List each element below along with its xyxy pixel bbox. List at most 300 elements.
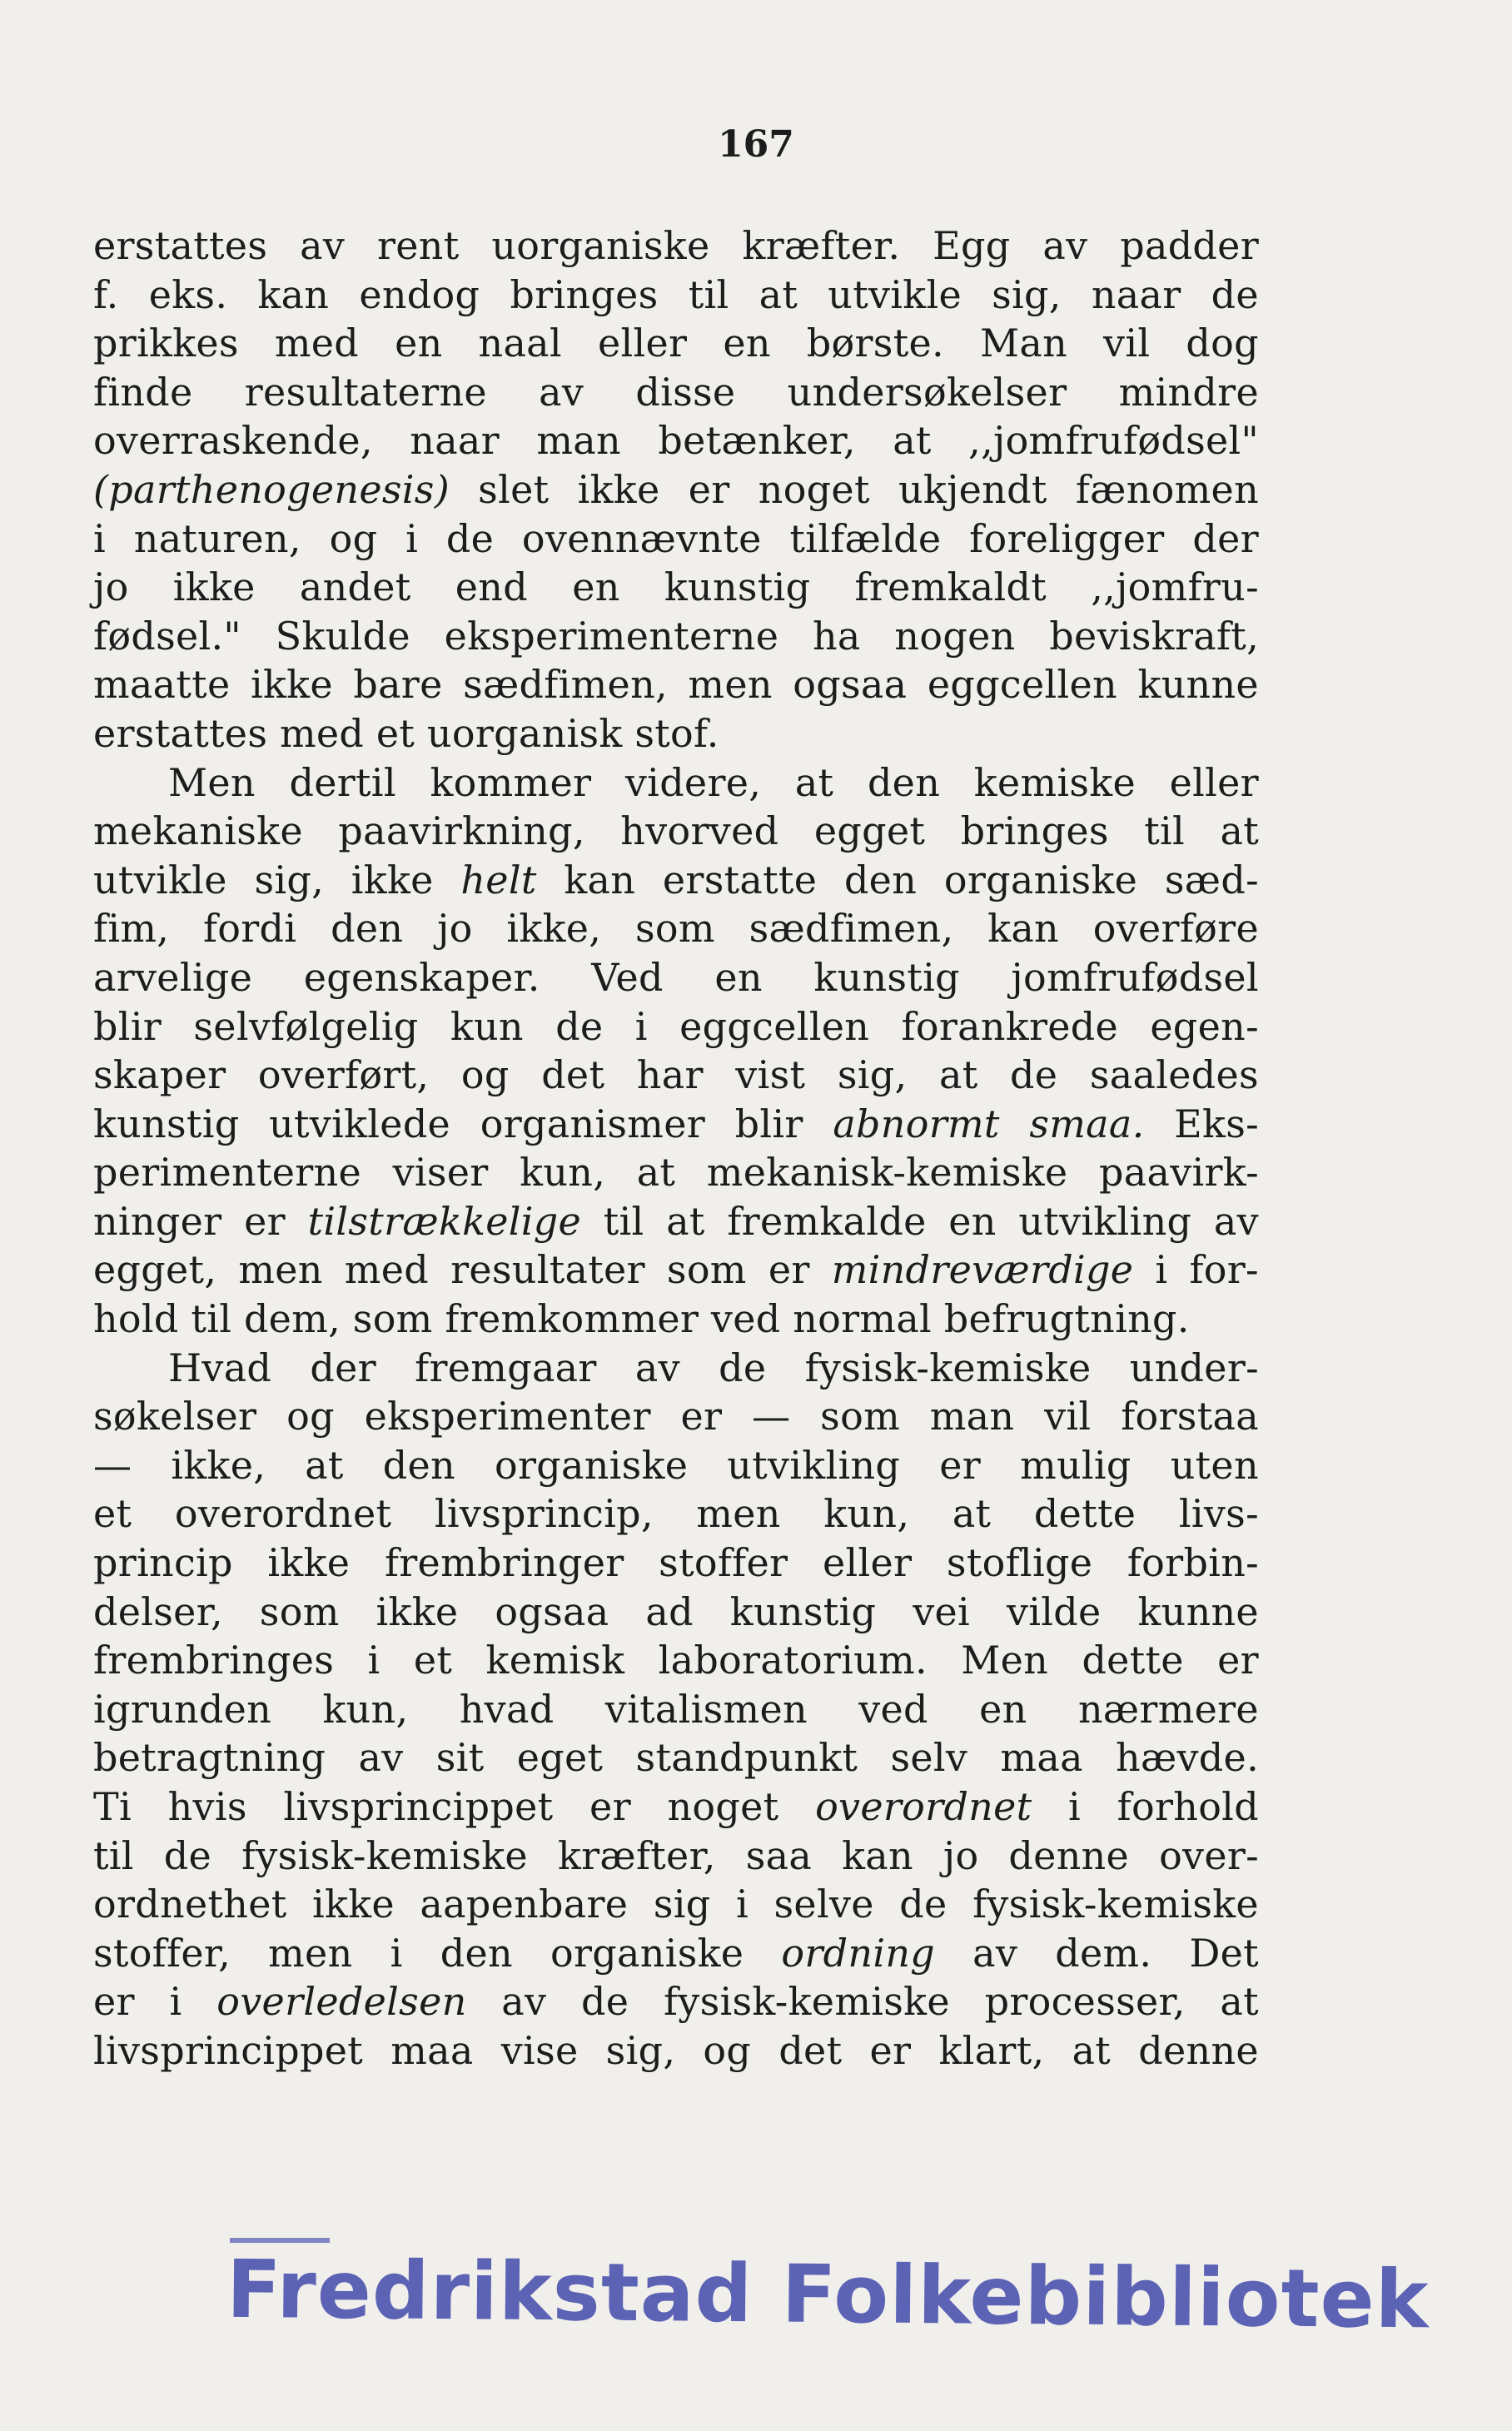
word: sæd-	[1164, 857, 1259, 902]
word: ad	[645, 1588, 694, 1634]
word: en	[395, 321, 443, 366]
word: helt	[460, 857, 537, 902]
word: det	[541, 1052, 605, 1098]
word: er	[589, 1784, 631, 1829]
word: paavirkning,	[338, 808, 585, 854]
word: dog	[1186, 321, 1259, 366]
word: kan	[987, 906, 1059, 952]
word: Skulde	[275, 613, 410, 659]
word: vil	[1044, 1394, 1092, 1439]
word: vitalismen	[604, 1686, 808, 1732]
word: utvikle	[93, 857, 227, 902]
word: fysisk-kemiske	[804, 1345, 1092, 1390]
word: Man	[979, 321, 1068, 366]
word: til	[93, 1832, 134, 1878]
word: fremkommer	[445, 1296, 699, 1342]
text-line	[93, 1685, 1259, 1734]
text-line	[93, 1489, 1259, 1539]
word: maa	[390, 2027, 474, 2073]
word: dem,	[243, 1296, 341, 1342]
word: maatte	[93, 662, 231, 708]
word: i	[390, 1930, 403, 1976]
word: overføre	[1092, 906, 1259, 952]
word: uorganiske	[491, 223, 710, 268]
text-line	[93, 1782, 1259, 1832]
word: eller	[1169, 759, 1259, 805]
word: som	[666, 1247, 747, 1293]
word: betragtning	[93, 1735, 326, 1781]
word: men	[268, 1930, 353, 1976]
word: klart,	[938, 2027, 1045, 2073]
word: for-	[1189, 1247, 1259, 1293]
word: ikke	[172, 564, 256, 610]
word: ikke	[267, 1540, 351, 1586]
word: fordi	[202, 906, 297, 952]
word: livsprincip,	[434, 1491, 654, 1537]
word: stoffer,	[93, 1930, 231, 1976]
word: Men	[961, 1638, 1049, 1683]
word: til	[191, 1296, 232, 1342]
word: ved	[858, 1686, 928, 1732]
word: frembringes	[93, 1638, 335, 1683]
word: stoffer	[659, 1540, 788, 1586]
word: beviskraft,	[1049, 613, 1259, 659]
word: av	[1213, 1198, 1259, 1244]
word: noget	[758, 466, 870, 512]
text-line	[93, 1977, 1259, 2026]
word: at	[893, 418, 932, 464]
word: fremkaldt	[854, 564, 1047, 610]
word: en	[572, 564, 620, 610]
word: standpunkt	[635, 1735, 858, 1781]
word: livsprincippet	[93, 2027, 364, 2073]
word: dem.	[1055, 1930, 1152, 1976]
word: normal	[793, 1296, 933, 1342]
word: og	[460, 1052, 510, 1098]
word: bringes	[510, 271, 659, 317]
body-text	[93, 221, 1259, 2076]
word: saaledes	[1089, 1052, 1259, 1098]
word: hævde.	[1116, 1735, 1259, 1781]
word: som	[259, 1588, 340, 1634]
text-line	[93, 1880, 1259, 1929]
word: forstaa	[1121, 1394, 1259, 1439]
word: men	[696, 1491, 781, 1537]
word: en	[948, 1198, 997, 1244]
word: ikke	[250, 662, 333, 708]
word: mekaniske	[93, 808, 303, 854]
word: eller	[597, 321, 688, 366]
word: hvad	[459, 1686, 555, 1732]
word: og	[703, 2027, 752, 2073]
word: de	[1010, 1052, 1058, 1098]
text-line	[93, 1245, 1259, 1295]
word: at	[938, 1052, 978, 1098]
word: eks.	[148, 271, 228, 317]
word: naal	[478, 321, 562, 366]
word: hvis	[167, 1784, 247, 1829]
word: ordnethet	[93, 1882, 287, 1927]
word: kan	[257, 271, 330, 317]
word: viser	[392, 1150, 489, 1196]
word: overført,	[257, 1052, 430, 1098]
word: jo	[437, 906, 473, 952]
word: sit	[435, 1735, 485, 1781]
word: er	[688, 466, 730, 512]
text-line	[93, 1100, 1259, 1149]
word: selve	[773, 1882, 874, 1927]
word: er	[869, 2027, 912, 2073]
word: er	[93, 1979, 135, 2025]
word: tilfælde	[789, 515, 942, 561]
word: andet	[299, 564, 411, 610]
word: vei	[913, 1588, 971, 1634]
word: de	[899, 1882, 947, 1927]
word: egenskaper.	[303, 954, 540, 1000]
word: videre,	[624, 759, 762, 805]
word: men	[688, 662, 773, 708]
word: fysisk-kemiske	[663, 1979, 950, 2025]
word: et	[413, 1638, 453, 1683]
word: prikkes	[93, 321, 239, 366]
word: at	[636, 1150, 676, 1196]
word: av	[358, 1735, 404, 1781]
word: de	[163, 1832, 212, 1878]
word: eggcellen	[927, 662, 1117, 708]
word: mindre	[1118, 369, 1259, 415]
text-line	[93, 1441, 1259, 1490]
word: overordnet	[174, 1491, 392, 1537]
word: sig,	[605, 2027, 676, 2073]
word: mekanisk-kemiske	[706, 1150, 1068, 1196]
word: erstattes	[93, 223, 268, 268]
word: slet	[478, 466, 550, 512]
word: paavirk-	[1099, 1150, 1259, 1196]
word: ved	[710, 1296, 781, 1342]
word: eller	[822, 1540, 913, 1586]
word: kunne	[1137, 1588, 1259, 1634]
word: de	[1211, 271, 1259, 317]
page-number: 167	[718, 123, 794, 166]
word: ikke	[577, 466, 660, 512]
word: kun,	[520, 1150, 606, 1196]
word: ha	[812, 613, 861, 659]
word: livs-	[1178, 1491, 1259, 1537]
word: egen-	[1150, 1003, 1259, 1049]
word: end	[455, 564, 528, 610]
word: ukjendt	[898, 466, 1047, 512]
word: en	[723, 321, 771, 366]
text-line	[93, 1832, 1259, 1881]
word: med	[344, 1247, 429, 1293]
word: kan	[564, 857, 636, 902]
word: man	[929, 1394, 1015, 1439]
word: at	[1072, 2027, 1112, 2073]
word: Men	[168, 759, 256, 805]
word: erstatte	[662, 857, 818, 902]
word: vilde	[1006, 1588, 1102, 1634]
word: kunstig	[664, 564, 811, 610]
word: den	[440, 1930, 513, 1976]
word: til	[688, 271, 729, 317]
word: sig,	[254, 857, 325, 902]
word: er	[244, 1198, 286, 1244]
word: abnormt	[833, 1101, 1000, 1146]
word: under-	[1129, 1345, 1259, 1390]
word: organiske	[494, 1442, 689, 1488]
word: padder	[1120, 223, 1259, 268]
word: mulig	[1020, 1442, 1132, 1488]
word: i	[1068, 1784, 1082, 1829]
word: naar	[410, 418, 500, 464]
word: den	[331, 906, 404, 952]
word: ikke	[376, 1588, 459, 1634]
word: sædfimen,	[463, 662, 668, 708]
word: i	[405, 515, 419, 561]
word: jomfrufødsel	[1011, 954, 1259, 1000]
word: uten	[1170, 1442, 1259, 1488]
word: at	[952, 1491, 992, 1537]
word: Ved	[591, 954, 664, 1000]
word: et	[376, 710, 415, 756]
word: kunstig	[813, 954, 960, 1000]
text-line	[93, 465, 1259, 515]
word: i	[93, 515, 107, 561]
word: at	[1220, 1979, 1259, 2025]
word: børste.	[806, 321, 944, 366]
word: befrugtning.	[943, 1296, 1190, 1342]
word: laboratorium.	[658, 1638, 928, 1683]
word: er	[1217, 1638, 1259, 1683]
word: i	[634, 1003, 648, 1049]
word: av	[634, 1345, 680, 1390]
word: arvelige	[93, 954, 253, 1000]
word: kunstig	[93, 1101, 240, 1146]
word: blir	[93, 1003, 162, 1049]
word: som	[352, 1296, 433, 1342]
word: av	[539, 369, 584, 415]
word: eget	[516, 1735, 604, 1781]
word: saa	[745, 1832, 813, 1878]
text-line	[93, 563, 1259, 612]
word: undersøkelser	[787, 369, 1067, 415]
word: processer,	[984, 1979, 1186, 2025]
word: forhold	[1117, 1784, 1259, 1829]
word: resultater	[450, 1247, 645, 1293]
word: sig,	[837, 1052, 908, 1098]
word: utvikle	[828, 271, 962, 317]
word: ,,jomfru-	[1091, 564, 1259, 610]
word: jo	[943, 1832, 979, 1878]
word: med	[274, 321, 360, 366]
word: nogen	[894, 613, 1016, 659]
word: og	[286, 1394, 335, 1439]
word: at	[666, 1198, 705, 1244]
word: frembringer	[384, 1540, 624, 1586]
text-line	[93, 1733, 1259, 1782]
word: smaa.	[1029, 1101, 1145, 1146]
text-line	[93, 856, 1259, 905]
word: kemisk	[485, 1638, 625, 1683]
word: fremkalde	[727, 1198, 927, 1244]
text-line	[93, 515, 1259, 564]
word: at	[758, 271, 798, 317]
word: en	[714, 954, 763, 1000]
word: stof.	[634, 710, 719, 756]
word: jo	[93, 564, 129, 610]
word: (parthenogenesis)	[93, 466, 450, 512]
word: dette	[1033, 1491, 1136, 1537]
text-line	[93, 368, 1259, 417]
word: ikke,	[171, 1442, 266, 1488]
word: kræfter.	[742, 223, 901, 268]
word: dertil	[289, 759, 396, 805]
word: til	[1144, 808, 1186, 854]
word: vise	[500, 2027, 579, 2073]
word: i	[1155, 1247, 1168, 1293]
word: bare	[353, 662, 443, 708]
word: Hvad	[168, 1345, 272, 1390]
word: mindreværdige	[831, 1247, 1134, 1293]
word: overraskende,	[93, 418, 373, 464]
word: den	[843, 857, 918, 902]
word: erstattes	[93, 710, 268, 756]
word: i	[169, 1979, 182, 2025]
word: overordnet	[815, 1784, 1032, 1829]
word: at	[794, 759, 834, 805]
text-line	[93, 271, 1259, 320]
word: foreligger	[969, 515, 1165, 561]
word: sædfimen,	[749, 906, 954, 952]
word: den	[867, 759, 941, 805]
word: fødsel."	[93, 613, 241, 659]
word: resultaterne	[244, 369, 487, 415]
word: egget	[813, 808, 926, 854]
word: stoflige	[946, 1540, 1093, 1586]
text-line	[93, 1392, 1259, 1441]
word: naar	[1091, 271, 1181, 317]
word: det	[778, 2027, 843, 2073]
word: utviklede	[269, 1101, 451, 1146]
word: endog	[359, 271, 480, 317]
word: fremgaar	[415, 1345, 597, 1390]
text-line	[93, 807, 1259, 856]
word: egget,	[93, 1247, 217, 1293]
text-line	[93, 2026, 1259, 2076]
text-line	[93, 1539, 1259, 1588]
word: av	[501, 1979, 547, 2025]
word: der	[1192, 515, 1259, 561]
word: f.	[93, 271, 119, 317]
word: ninger	[93, 1198, 222, 1244]
word: et	[93, 1491, 132, 1537]
word: kunne	[1137, 662, 1259, 708]
word: men	[238, 1247, 323, 1293]
word: utvikling	[727, 1442, 901, 1488]
word: eggcellen	[679, 1003, 870, 1049]
text-line	[93, 1636, 1259, 1685]
text-line	[93, 612, 1259, 661]
word: Egg	[933, 223, 1011, 268]
text-line	[93, 1588, 1259, 1637]
word: fim,	[93, 906, 170, 952]
text-line	[93, 1295, 1259, 1344]
word: overledelsen	[216, 1979, 467, 2025]
word: kun	[450, 1003, 524, 1049]
word: vil	[1103, 321, 1151, 366]
word: rent	[376, 223, 460, 268]
word: dette	[1082, 1638, 1184, 1683]
word: i	[367, 1638, 380, 1683]
word: kun,	[322, 1686, 409, 1732]
word: ,,jomfrufødsel"	[968, 418, 1259, 464]
word: bringes	[960, 808, 1109, 854]
word: at	[305, 1442, 344, 1488]
word: de	[580, 1979, 629, 2025]
text-line	[93, 1051, 1259, 1100]
word: til	[603, 1198, 644, 1244]
text-line	[93, 953, 1259, 1002]
word: perimenterne	[93, 1150, 361, 1196]
word: der	[310, 1345, 376, 1390]
word: tilstrækkelige	[307, 1198, 582, 1244]
library-stamp: Fredrikstad Folkebibliotek	[226, 2242, 1430, 2347]
word: Eks-	[1174, 1101, 1259, 1146]
text-line	[93, 416, 1259, 465]
word: organiske	[943, 857, 1138, 902]
word: —	[752, 1394, 791, 1439]
word: ikke,	[506, 906, 602, 952]
word: kemiske	[973, 759, 1136, 805]
word: forankrede	[901, 1003, 1119, 1049]
word: av	[972, 1930, 1018, 1976]
word: selv	[890, 1735, 968, 1781]
word: delser,	[93, 1588, 223, 1634]
word: —	[93, 1442, 132, 1488]
word: de	[555, 1003, 604, 1049]
word: noget	[667, 1784, 779, 1829]
word: de	[719, 1345, 767, 1390]
word: forbin-	[1127, 1540, 1259, 1586]
word: som	[820, 1394, 900, 1439]
word: sig,	[992, 271, 1062, 317]
word: denne	[1008, 1832, 1130, 1878]
word: naturen,	[133, 515, 301, 561]
word: kræfter,	[557, 1832, 716, 1878]
word: er	[768, 1247, 810, 1293]
word: hold	[93, 1296, 179, 1342]
word: organismer	[480, 1101, 706, 1146]
word: er	[939, 1442, 982, 1488]
word: Det	[1189, 1930, 1259, 1976]
word: hvorved	[620, 808, 779, 854]
word: disse	[635, 369, 736, 415]
word: ovennævnte	[521, 515, 762, 561]
text-line	[93, 1929, 1259, 1978]
word: ogsaa	[495, 1588, 609, 1634]
word: av	[1042, 223, 1088, 268]
word: nærmere	[1077, 1686, 1259, 1732]
word: betænker,	[658, 418, 856, 464]
word: som	[634, 906, 715, 952]
word: fysisk-kemiske	[241, 1832, 528, 1878]
text-line	[93, 319, 1259, 368]
text-line	[93, 660, 1259, 709]
word: har	[636, 1052, 704, 1098]
word: utvikling	[1018, 1198, 1192, 1244]
word: maa	[1000, 1735, 1083, 1781]
word: over-	[1159, 1832, 1259, 1878]
